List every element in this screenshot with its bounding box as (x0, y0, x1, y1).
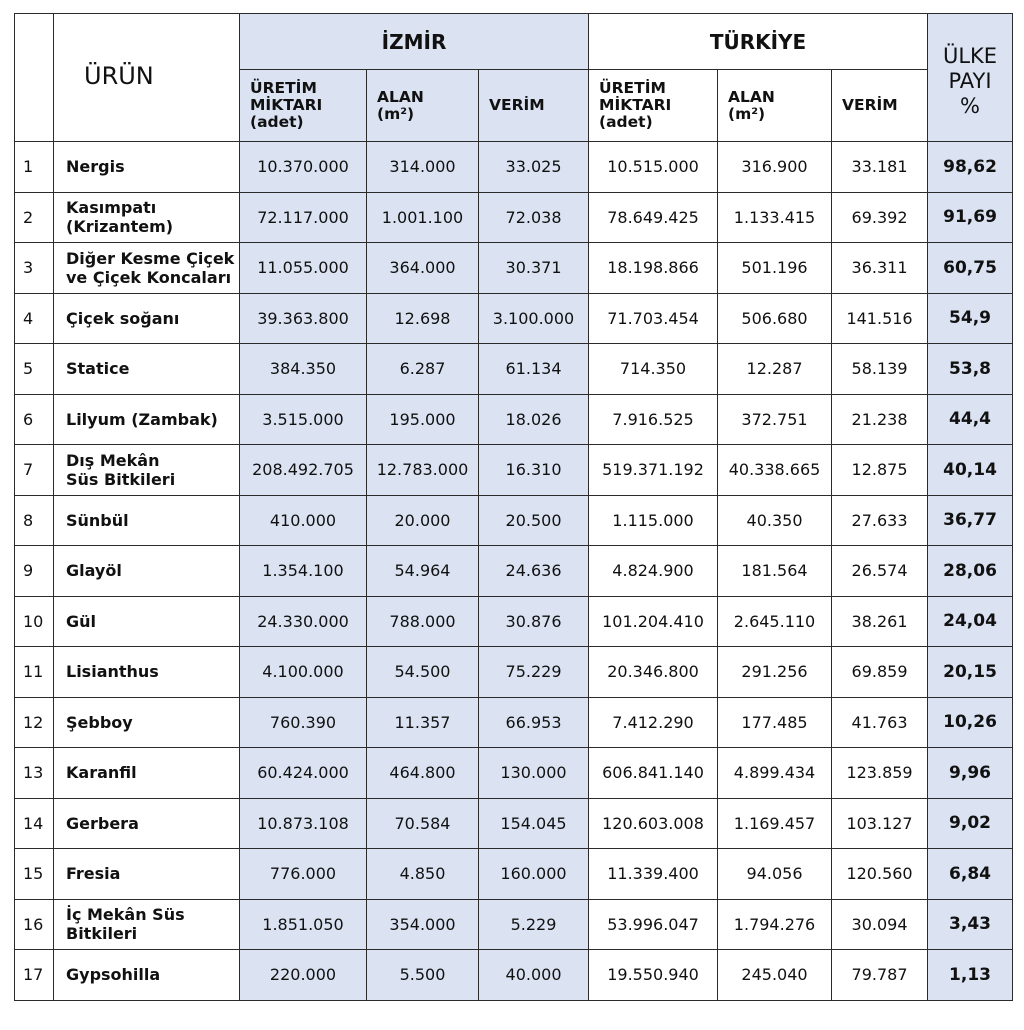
table-row (15, 344, 1013, 395)
header-izmir: İZMİR (240, 14, 589, 70)
cell-tr-uretim: 11.339.400 (589, 849, 718, 900)
cell-iz-verim: 160.000 (479, 849, 589, 900)
cell-iz-uretim: 1.851.050 (240, 899, 367, 950)
row-number: 4 (15, 293, 54, 344)
cell-tr-verim: 36.311 (832, 243, 928, 294)
cell-ulke-payi: 60,75 (928, 243, 1013, 294)
cell-ulke-payi: 24,04 (928, 596, 1013, 647)
cell-tr-verim: 120.560 (832, 849, 928, 900)
product-name (54, 293, 240, 344)
cell-ulke-payi: 6,84 (928, 849, 1013, 900)
cell-iz-verim: 130.000 (479, 748, 589, 799)
row-number: 1 (15, 142, 54, 193)
row-number: 14 (15, 798, 54, 849)
product-name-line: Kasımpatı (66, 198, 157, 218)
cell-iz-verim: 18.026 (479, 394, 589, 445)
cell-iz-uretim: 39.363.800 (240, 293, 367, 344)
production-table (14, 13, 1013, 1001)
cell-tr-verim: 12.875 (832, 445, 928, 496)
cell-tr-verim: 27.633 (832, 495, 928, 546)
product-name (54, 142, 240, 193)
cell-iz-uretim: 72.117.000 (240, 192, 367, 243)
cell-ulke-payi: 36,77 (928, 495, 1013, 546)
cell-tr-uretim: 606.841.140 (589, 748, 718, 799)
header-subline: VERİM (842, 96, 898, 114)
cell-tr-alan: 40.350 (718, 495, 832, 546)
header-turkiye-alan (718, 70, 832, 142)
cell-iz-alan: 12.698 (367, 293, 479, 344)
cell-ulke-payi: 9,02 (928, 798, 1013, 849)
table-row (15, 950, 1013, 1001)
cell-iz-alan: 314.000 (367, 142, 479, 193)
cell-iz-alan: 195.000 (367, 394, 479, 445)
cell-tr-verim: 41.763 (832, 697, 928, 748)
table-row (15, 849, 1013, 900)
cell-iz-verim: 24.636 (479, 546, 589, 597)
table-row (15, 899, 1013, 950)
cell-iz-alan: 11.357 (367, 697, 479, 748)
cell-tr-uretim: 20.346.800 (589, 647, 718, 698)
cell-iz-uretim: 3.515.000 (240, 394, 367, 445)
cell-ulke-payi: 98,62 (928, 142, 1013, 193)
cell-ulke-payi: 53,8 (928, 344, 1013, 395)
product-name (54, 445, 240, 496)
row-number: 16 (15, 899, 54, 950)
cell-tr-uretim: 71.703.454 (589, 293, 718, 344)
cell-ulke-payi: 3,43 (928, 899, 1013, 950)
header-subline: (adet) (599, 113, 653, 131)
cell-iz-uretim: 410.000 (240, 495, 367, 546)
cell-iz-alan: 6.287 (367, 344, 479, 395)
cell-iz-alan: 20.000 (367, 495, 479, 546)
cell-iz-verim: 3.100.000 (479, 293, 589, 344)
cell-tr-verim: 33.181 (832, 142, 928, 193)
header-ulke-payi-line3: % (960, 94, 981, 118)
header-subline: (m²) (728, 104, 766, 123)
cell-tr-uretim: 1.115.000 (589, 495, 718, 546)
cell-iz-uretim: 1.354.100 (240, 546, 367, 597)
cell-tr-alan: 1.794.276 (718, 899, 832, 950)
product-name (54, 394, 240, 445)
table-row (15, 394, 1013, 445)
cell-iz-uretim: 24.330.000 (240, 596, 367, 647)
header-subline: ÜRETİM (599, 79, 666, 97)
header-subline: ALAN (377, 87, 424, 106)
cell-iz-verim: 72.038 (479, 192, 589, 243)
cell-ulke-payi: 28,06 (928, 546, 1013, 597)
cell-iz-alan: 464.800 (367, 748, 479, 799)
cell-ulke-payi: 20,15 (928, 647, 1013, 698)
cell-tr-alan: 181.564 (718, 546, 832, 597)
row-number: 13 (15, 748, 54, 799)
header-ulke-payi-line2: PAYI (948, 69, 992, 93)
product-name (54, 748, 240, 799)
product-name-line: Lisianthus (66, 662, 159, 682)
cell-ulke-payi: 91,69 (928, 192, 1013, 243)
cell-iz-verim: 5.229 (479, 899, 589, 950)
table-row (15, 293, 1013, 344)
cell-tr-verim: 69.859 (832, 647, 928, 698)
header-turkiye-verim (832, 70, 928, 142)
cell-tr-verim: 69.392 (832, 192, 928, 243)
cell-tr-uretim: 7.412.290 (589, 697, 718, 748)
cell-tr-uretim: 519.371.192 (589, 445, 718, 496)
cell-iz-uretim: 4.100.000 (240, 647, 367, 698)
cell-iz-uretim: 10.873.108 (240, 798, 367, 849)
cell-iz-alan: 1.001.100 (367, 192, 479, 243)
product-name (54, 899, 240, 950)
cell-iz-verim: 66.953 (479, 697, 589, 748)
cell-tr-uretim: 120.603.008 (589, 798, 718, 849)
product-name-line: Glayöl (66, 561, 122, 581)
header-turkiye: TÜRKİYE (589, 14, 928, 70)
table-row (15, 142, 1013, 193)
cell-iz-verim: 16.310 (479, 445, 589, 496)
cell-iz-alan: 364.000 (367, 243, 479, 294)
product-name-line: Karanfil (66, 763, 137, 783)
cell-ulke-payi: 9,96 (928, 748, 1013, 799)
table-row (15, 647, 1013, 698)
cell-ulke-payi: 44,4 (928, 394, 1013, 445)
header-turkiye-uretim (589, 70, 718, 142)
row-number: 12 (15, 697, 54, 748)
cell-iz-uretim: 208.492.705 (240, 445, 367, 496)
row-number: 6 (15, 394, 54, 445)
cell-ulke-payi: 54,9 (928, 293, 1013, 344)
cell-tr-verim: 103.127 (832, 798, 928, 849)
product-name (54, 849, 240, 900)
cell-iz-uretim: 776.000 (240, 849, 367, 900)
cell-iz-uretim: 11.055.000 (240, 243, 367, 294)
table-row (15, 748, 1013, 799)
product-name-line: Gypsohilla (66, 965, 161, 985)
cell-iz-alan: 4.850 (367, 849, 479, 900)
row-number: 8 (15, 495, 54, 546)
cell-tr-uretim: 7.916.525 (589, 394, 718, 445)
product-name (54, 243, 240, 294)
product-name (54, 546, 240, 597)
cell-iz-verim: 20.500 (479, 495, 589, 546)
table-row (15, 445, 1013, 496)
product-name-line: Süs Bitkileri (66, 469, 176, 489)
cell-iz-alan: 354.000 (367, 899, 479, 950)
cell-ulke-payi: 40,14 (928, 445, 1013, 496)
product-name-line: Bitkileri (66, 924, 138, 944)
cell-iz-verim: 33.025 (479, 142, 589, 193)
row-number: 11 (15, 647, 54, 698)
cell-iz-uretim: 384.350 (240, 344, 367, 395)
header-subline: ALAN (728, 87, 775, 106)
cell-tr-alan: 291.256 (718, 647, 832, 698)
row-number: 17 (15, 950, 54, 1001)
cell-tr-uretim: 10.515.000 (589, 142, 718, 193)
table-row (15, 243, 1013, 294)
cell-tr-uretim: 714.350 (589, 344, 718, 395)
table-row (15, 596, 1013, 647)
header-ulke-payi (928, 14, 1013, 142)
cell-iz-verim: 61.134 (479, 344, 589, 395)
header-izmir-uretim (240, 70, 367, 142)
header-subline: MİKTARI (599, 96, 672, 114)
product-name (54, 495, 240, 546)
header-subline: ÜRETİM (250, 79, 317, 97)
cell-tr-alan: 2.645.110 (718, 596, 832, 647)
product-name (54, 192, 240, 243)
product-name-line: İç Mekân Süs (66, 905, 185, 925)
product-name (54, 344, 240, 395)
cell-iz-uretim: 10.370.000 (240, 142, 367, 193)
header-subline: (adet) (250, 113, 304, 131)
cell-tr-alan: 372.751 (718, 394, 832, 445)
cell-iz-alan: 5.500 (367, 950, 479, 1001)
cell-tr-verim: 38.261 (832, 596, 928, 647)
row-number: 7 (15, 445, 54, 496)
row-number: 9 (15, 546, 54, 597)
cell-tr-alan: 1.169.457 (718, 798, 832, 849)
cell-tr-uretim: 78.649.425 (589, 192, 718, 243)
cell-tr-verim: 30.094 (832, 899, 928, 950)
cell-ulke-payi: 10,26 (928, 697, 1013, 748)
cell-tr-uretim: 19.550.940 (589, 950, 718, 1001)
cell-tr-alan: 177.485 (718, 697, 832, 748)
cell-tr-uretim: 4.824.900 (589, 546, 718, 597)
cell-iz-uretim: 760.390 (240, 697, 367, 748)
row-number: 2 (15, 192, 54, 243)
cell-tr-alan: 245.040 (718, 950, 832, 1001)
cell-iz-verim: 30.371 (479, 243, 589, 294)
cell-tr-alan: 40.338.665 (718, 445, 832, 496)
header-urun: ÜRÜN (54, 14, 240, 142)
cell-tr-uretim: 101.204.410 (589, 596, 718, 647)
cell-iz-uretim: 60.424.000 (240, 748, 367, 799)
product-name-line: Gerbera (66, 813, 139, 833)
cell-tr-alan: 316.900 (718, 142, 832, 193)
cell-iz-alan: 788.000 (367, 596, 479, 647)
row-number: 15 (15, 849, 54, 900)
product-name-line: Sünbül (66, 510, 129, 530)
cell-iz-alan: 54.500 (367, 647, 479, 698)
cell-iz-alan: 54.964 (367, 546, 479, 597)
cell-tr-verim: 58.139 (832, 344, 928, 395)
product-name (54, 647, 240, 698)
header-ulke-payi-line1: ÜLKE (942, 44, 998, 68)
table-row (15, 192, 1013, 243)
cell-iz-verim: 75.229 (479, 647, 589, 698)
product-name-line: Şebboy (66, 712, 133, 732)
header-izmir-verim (479, 70, 589, 142)
table-row (15, 798, 1013, 849)
cell-tr-alan: 506.680 (718, 293, 832, 344)
cell-tr-verim: 141.516 (832, 293, 928, 344)
table-row (15, 697, 1013, 748)
product-name-line: Nergis (66, 157, 125, 177)
cell-tr-uretim: 53.996.047 (589, 899, 718, 950)
header-subline: (m²) (377, 104, 415, 123)
product-name-line: Lilyum (Zambak) (66, 409, 218, 429)
cell-iz-verim: 154.045 (479, 798, 589, 849)
product-name-line: (Krizantem) (66, 217, 174, 237)
cell-tr-alan: 94.056 (718, 849, 832, 900)
cell-ulke-payi: 1,13 (928, 950, 1013, 1001)
cell-tr-alan: 501.196 (718, 243, 832, 294)
cell-tr-alan: 1.133.415 (718, 192, 832, 243)
cell-iz-uretim: 220.000 (240, 950, 367, 1001)
product-name-line: Diğer Kesme Çiçek (66, 248, 235, 268)
product-name-line: Fresia (66, 864, 121, 884)
product-name-line: Çiçek soğanı (66, 308, 180, 328)
table-row (15, 546, 1013, 597)
product-name-line: Dış Mekân (66, 450, 160, 470)
product-name (54, 798, 240, 849)
cell-tr-uretim: 18.198.866 (589, 243, 718, 294)
header-subline: VERİM (489, 96, 545, 114)
cell-tr-alan: 12.287 (718, 344, 832, 395)
cell-tr-verim: 123.859 (832, 748, 928, 799)
row-number: 3 (15, 243, 54, 294)
cell-tr-verim: 26.574 (832, 546, 928, 597)
product-name (54, 950, 240, 1001)
product-name-line: Statice (66, 359, 130, 379)
product-name (54, 697, 240, 748)
cell-iz-alan: 12.783.000 (367, 445, 479, 496)
header-subline: MİKTARI (250, 96, 323, 114)
row-number: 5 (15, 344, 54, 395)
header-no-cell (15, 14, 54, 142)
table-row (15, 495, 1013, 546)
row-number: 10 (15, 596, 54, 647)
cell-iz-alan: 70.584 (367, 798, 479, 849)
product-name-line: ve Çiçek Koncaları (66, 267, 232, 287)
product-name-line: Gül (66, 611, 97, 631)
product-name (54, 596, 240, 647)
cell-iz-verim: 30.876 (479, 596, 589, 647)
cell-tr-verim: 79.787 (832, 950, 928, 1001)
cell-tr-alan: 4.899.434 (718, 748, 832, 799)
cell-iz-verim: 40.000 (479, 950, 589, 1001)
header-izmir-alan (367, 70, 479, 142)
cell-tr-verim: 21.238 (832, 394, 928, 445)
